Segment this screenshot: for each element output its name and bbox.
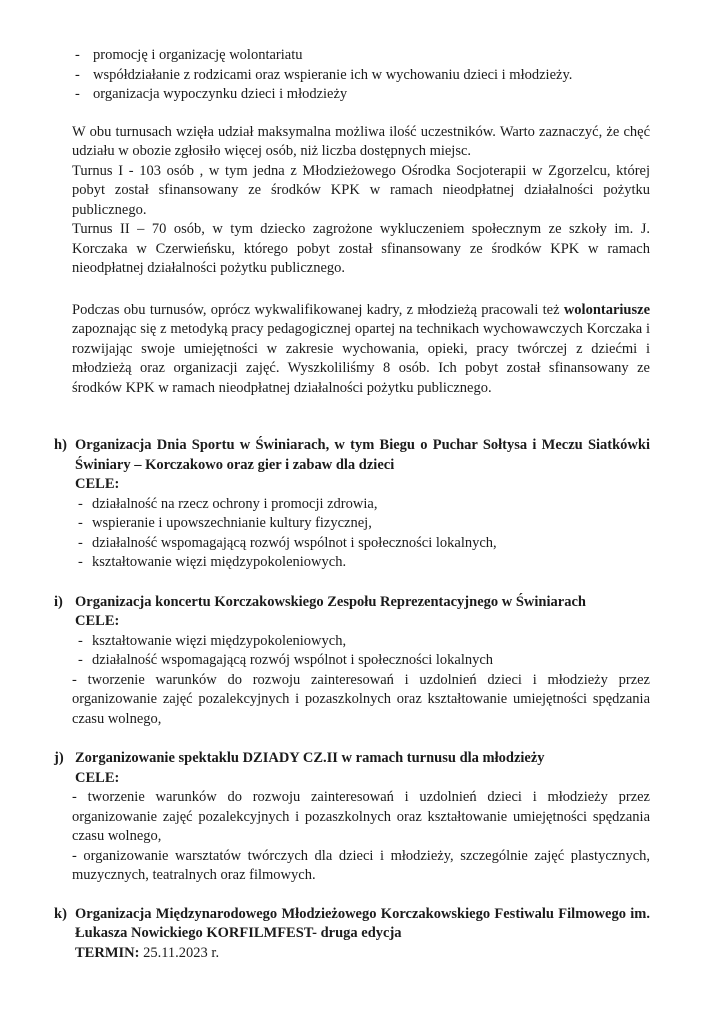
item-title: Organizacja Dnia Sportu w Świniarach, w tym Biegu o Puchar Sołtysa i Meczu Siatkówki Świniary – Korczakowo oraz gier i zabaw dla dzieci — [75, 437, 650, 473]
dash-bullet-marker: - — [75, 86, 80, 102]
goal-text: kształtowanie więzi międzypokoleniowych. — [92, 554, 347, 570]
dash-bullet-marker: - — [78, 652, 83, 668]
item-label: j) — [54, 750, 64, 766]
goal-paragraph — [72, 847, 650, 886]
item-body — [72, 749, 651, 886]
cele-label: CELE: — [75, 476, 120, 492]
goal-text: wspieranie i upowszechnianie kultury fizycznej, — [92, 515, 372, 531]
goal-text: działalność wspomagającą rozwój wspólnot i społeczności lokalnych — [92, 652, 494, 668]
intro-bullet-list — [72, 46, 650, 105]
cele-label: CELE: — [75, 613, 120, 629]
dash-bullet-marker: - — [72, 671, 77, 688]
goal-item — [75, 553, 650, 573]
paragraph-text: Podczas obu turnusów, oprócz wykwalifikowanej kadry, z młodzieżą pracowali też — [72, 301, 564, 318]
dash-bullet-marker: - — [78, 632, 83, 649]
goal-item — [75, 651, 650, 671]
paragraph-line: Turnus I - 103 osób , w tym jedna z Młodzieżowego Ośrodka Socjoterapii w Zgorzelcu, której pobyt został sfinansowany ze środków KPK w ramach nieodpłatnej działalności pożytku publicznego. — [72, 162, 650, 218]
list-item-h — [54, 436, 650, 573]
list-item-text: współdziałanie z rodzicami oraz wspieranie ich w wychowaniu dzieci i młodzieży. — [93, 66, 573, 83]
dash-bullet-marker: - — [75, 47, 80, 63]
list-item — [72, 66, 650, 86]
list-item — [72, 85, 650, 105]
dash-bullet-marker: - — [78, 534, 83, 551]
item-title: Organizacja Międzynarodowego Młodzieżowego Korczakowskiego Festiwalu Filmowego im. Łukasza Nowickiego KORFILMFEST- druga edycja — [75, 905, 650, 941]
dash-bullet-marker: - — [72, 847, 77, 864]
list-item-text: promocję i organizację wolontariatu — [93, 47, 303, 63]
bold-word-volunteers: wolontariusze — [563, 301, 650, 318]
paragraph-text: zapoznając się z metodyką pracy pedagogicznej opartej na technikach wychowawczych Korczaka i rozwijając swoje umiejętności w zakresie wychowania, opieki, pracy twórczej z dziećmi i młodzieżą oraz organizacji zajęć. Wyszkoliliśmy 8 osób. Ich pobyt został sfinansowany ze środków KPK w ramach nieodpłatnej działalności pożytku publicznego. — [72, 321, 650, 396]
goal-paragraph — [72, 788, 650, 847]
list-item — [72, 46, 650, 66]
dash-bullet-marker: - — [78, 554, 83, 570]
document-content — [54, 46, 651, 963]
dash-bullet-marker: - — [72, 789, 77, 805]
goal-text: działalność wspomagającą rozwój wspólnot i społeczności lokalnych, — [92, 534, 497, 551]
item-label: k) — [54, 905, 67, 922]
paragraph-attendance — [72, 123, 650, 279]
goal-item — [75, 632, 650, 652]
goal-paragraph — [72, 671, 650, 730]
goal-item — [75, 534, 650, 554]
goal-text: tworzenie warunków do rozwoju zainteresowań i uzdolnień dzieci i młodzieży przez organizowanie zajęć pozalekcyjnych i pozaszkolnych oraz kształtowanie umiejętności spędzania czasu wolnego, — [72, 789, 650, 844]
goal-item — [75, 514, 650, 534]
goal-text: organizowanie warsztatów twórczych dla dzieci i młodzieży, szczególnie zajęć plastycznych, muzycznych, teatralnych oraz filmowych. — [72, 847, 651, 883]
goal-text: tworzenie warunków do rozwoju zainteresowań i uzdolnień dzieci i młodzieży przez organizowanie zajęć pozalekcyjnych i pozaszkolnych oraz kształtowanie umiejętności spędzania czasu wolnego, — [72, 671, 650, 727]
item-body — [75, 905, 650, 964]
paragraph-line: W obu turnusach wzięła udział maksymalna możliwa ilość uczestników. Warto zaznaczyć, że chęć udziału w obozie zgłosiło więcej osób, niż liczba dostępnych miejsc. — [72, 123, 650, 159]
item-body — [72, 593, 650, 730]
item-label: i) — [54, 593, 63, 610]
dash-bullet-marker: - — [78, 495, 83, 512]
goal-text: kształtowanie więzi międzypokoleniowych, — [92, 632, 347, 649]
paragraph-volunteers — [72, 301, 650, 399]
termin-line — [75, 944, 650, 964]
list-item-text: organizacja wypoczynku dzieci i młodzieży — [93, 86, 348, 102]
termin-label: TERMIN: — [75, 944, 140, 961]
dash-bullet-marker: - — [78, 515, 83, 531]
list-item-j — [54, 749, 650, 886]
item-title: Zorganizowanie spektaklu DZIADY CZ.II w ramach turnusu dla młodzieży — [75, 750, 545, 766]
list-item-k — [54, 905, 650, 964]
cele-label: CELE: — [75, 769, 120, 786]
list-item-i — [54, 593, 650, 730]
dash-bullet-marker: - — [75, 66, 80, 83]
item-label: h) — [54, 437, 67, 453]
termin-value: 25.11.2023 r. — [139, 944, 220, 961]
paragraph-line: Turnus II – 70 osób, w tym dziecko zagrożone wykluczeniem społecznym ze szkoły im. J. Korczaka w Czerwieńsku, którego pobyt został sfinansowany ze środków KPK w ramach nieodpłatnej działalności pożytku publicznego. — [72, 221, 650, 276]
item-body — [75, 436, 650, 573]
goal-text: działalność na rzecz ochrony i promocji zdrowia, — [92, 495, 378, 512]
item-title: Organizacja koncertu Korczakowskiego Zespołu Reprezentacyjnego w Świniarach — [75, 593, 586, 610]
goal-item — [75, 495, 650, 515]
